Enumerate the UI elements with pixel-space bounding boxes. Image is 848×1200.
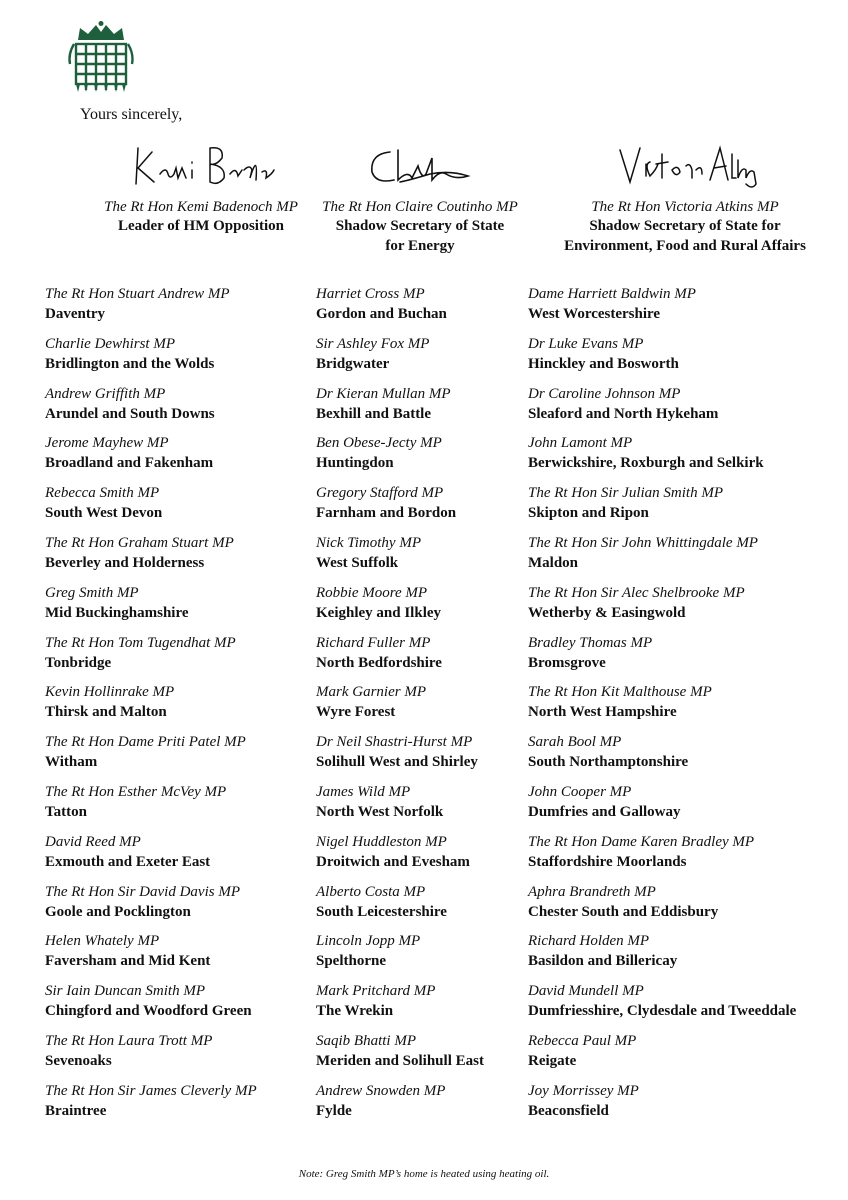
mp-name: Gregory Stafford MP xyxy=(316,485,444,502)
mp-entry xyxy=(45,385,257,435)
mp-entry xyxy=(528,883,796,933)
mp-name: Ben Obese-Jecty MP xyxy=(316,435,442,452)
mp-name: John Lamont MP xyxy=(528,435,633,452)
mp-name: Joy Morrissey MP xyxy=(528,1082,639,1099)
mp-entry xyxy=(528,1032,796,1082)
mp-name: Greg Smith MP xyxy=(45,584,139,601)
mp-constituency: Arundel and South Downs xyxy=(45,405,215,422)
mp-entry xyxy=(316,883,484,933)
mp-constituency: Sleaford and North Hykeham xyxy=(528,405,719,422)
mp-entry xyxy=(316,385,484,435)
mp-constituency: Gordon and Buchan xyxy=(316,306,447,322)
mp-constituency: Spelthorne xyxy=(316,953,387,970)
signature-badenoch xyxy=(126,140,276,192)
mp-constituency: Goole and Pocklington xyxy=(45,903,191,920)
signatory-name: The Rt Hon Kemi Badenoch MP xyxy=(104,199,298,215)
mp-entry xyxy=(528,484,796,534)
mp-entry xyxy=(45,833,257,883)
mp-constituency: Mid Buckinghamshire xyxy=(45,604,189,621)
mp-entry xyxy=(45,584,257,634)
mp-entry xyxy=(45,932,257,982)
mp-entry xyxy=(528,285,796,335)
mp-constituency: Basildon and Billericay xyxy=(528,953,678,970)
mp-constituency: Dumfries and Galloway xyxy=(528,803,681,820)
mp-entry xyxy=(316,335,484,385)
mp-entry xyxy=(528,932,796,982)
footnote: Note: Greg Smith MP’s home is heated using heating oil. xyxy=(298,1168,550,1180)
mp-name: Andrew Griffith MP xyxy=(45,385,166,402)
mp-entry xyxy=(528,534,796,584)
mp-entry xyxy=(316,1082,484,1132)
mp-constituency: Beverley and Holderness xyxy=(45,554,205,571)
mp-name: Mark Pritchard MP xyxy=(316,983,436,1000)
signatory-role: Leader of HM Opposition xyxy=(118,218,284,234)
mp-name: The Rt Hon Sir Julian Smith MP xyxy=(528,485,723,502)
mp-entry xyxy=(528,982,796,1032)
mp-constituency: Droitwich and Evesham xyxy=(316,853,470,870)
mp-name: The Rt Hon Kit Malthouse MP xyxy=(528,684,712,701)
mp-entry xyxy=(316,982,484,1032)
mp-entry xyxy=(316,285,484,335)
mp-name: Lincoln Jopp MP xyxy=(316,933,421,950)
mp-constituency: Broadland and Fakenham xyxy=(45,455,214,472)
mp-name: Sarah Bool MP xyxy=(528,734,622,751)
mp-constituency: Keighley and Ilkley xyxy=(316,604,442,621)
mp-entry xyxy=(45,534,257,584)
mp-entry xyxy=(528,634,796,684)
mp-entry xyxy=(45,335,257,385)
mp-constituency: West Suffolk xyxy=(316,554,399,571)
mp-constituency: Braintree xyxy=(45,1102,107,1119)
signatory-coutinho xyxy=(300,140,540,256)
mp-name: Nick Timothy MP xyxy=(316,534,421,551)
mp-name: Kevin Hollinrake MP xyxy=(45,684,175,701)
mp-entry xyxy=(316,683,484,733)
mp-entry xyxy=(528,385,796,435)
mp-name: The Rt Hon Graham Stuart MP xyxy=(45,534,234,551)
mp-entry xyxy=(316,434,484,484)
mp-name: Dr Caroline Johnson MP xyxy=(528,385,681,402)
mp-constituency: Huntingdon xyxy=(316,455,394,472)
portcullis-logo xyxy=(66,20,136,94)
mp-constituency: Exmouth and Exeter East xyxy=(45,853,211,870)
mp-constituency: Wetherby & Easingwold xyxy=(528,604,686,621)
mp-name: Andrew Snowden MP xyxy=(316,1082,446,1099)
mp-name: The Rt Hon Sir James Cleverly MP xyxy=(45,1082,257,1099)
mp-name: Harriet Cross MP xyxy=(316,286,425,302)
mp-entry xyxy=(316,833,484,883)
mp-name: John Cooper MP xyxy=(528,783,632,800)
mp-column-right xyxy=(528,285,796,1132)
mp-constituency: Berwickshire, Roxburgh and Selkirk xyxy=(528,455,764,472)
mp-entry xyxy=(45,982,257,1032)
mp-entry xyxy=(45,634,257,684)
mp-constituency: Bexhill and Battle xyxy=(316,405,432,422)
signatory-atkins xyxy=(535,140,835,256)
mp-entry xyxy=(528,335,796,385)
mp-column-left xyxy=(45,285,257,1132)
mp-constituency: Reigate xyxy=(528,1052,577,1069)
mp-name: The Rt Hon Sir Alec Shelbrooke MP xyxy=(528,584,745,601)
mp-entry xyxy=(45,484,257,534)
mp-constituency: Tonbridge xyxy=(45,654,112,671)
mp-entry xyxy=(316,534,484,584)
mp-name: David Reed MP xyxy=(45,833,141,850)
mp-constituency: The Wrekin xyxy=(316,1003,394,1020)
mp-constituency: Witham xyxy=(45,754,98,771)
mp-name: The Rt Hon Tom Tugendhat MP xyxy=(45,634,236,651)
mp-constituency: Daventry xyxy=(45,306,105,322)
mp-name: Sir Ashley Fox MP xyxy=(316,335,430,352)
mp-constituency: Dumfriesshire, Clydesdale and Tweeddale xyxy=(528,1003,797,1020)
mp-entry xyxy=(45,1032,257,1082)
mp-constituency: North West Norfolk xyxy=(316,803,444,820)
mp-entry xyxy=(316,484,484,534)
mp-name: Mark Garnier MP xyxy=(316,684,426,701)
mp-name: Richard Fuller MP xyxy=(316,634,431,651)
mp-name: Alberto Costa MP xyxy=(316,883,426,900)
mp-constituency: Beaconsfield xyxy=(528,1102,609,1119)
mp-entry xyxy=(45,783,257,833)
mp-constituency: South Leicestershire xyxy=(316,903,447,920)
mp-name: Richard Holden MP xyxy=(528,933,650,950)
mp-name: Bradley Thomas MP xyxy=(528,634,653,651)
mp-entry xyxy=(528,683,796,733)
mp-column-middle xyxy=(316,285,484,1132)
signatory-role: for Energy xyxy=(385,238,455,254)
mp-name: Robbie Moore MP xyxy=(316,584,428,601)
mp-name: The Rt Hon Esther McVey MP xyxy=(45,783,227,800)
mp-name: Jerome Mayhew MP xyxy=(45,435,169,452)
mp-name: The Rt Hon Laura Trott MP xyxy=(45,1032,213,1049)
mp-name: Nigel Huddleston MP xyxy=(316,833,447,850)
mp-entry xyxy=(528,1082,796,1132)
mp-constituency: South West Devon xyxy=(45,505,163,522)
mp-name: Dr Luke Evans MP xyxy=(528,335,644,352)
mp-entry xyxy=(45,434,257,484)
mp-constituency: Fylde xyxy=(316,1102,352,1119)
mp-name: Aphra Brandreth MP xyxy=(528,883,656,900)
mp-constituency: Sevenoaks xyxy=(45,1052,112,1069)
mp-name: Dr Neil Shastri-Hurst MP xyxy=(316,734,473,751)
mp-constituency: Faversham and Mid Kent xyxy=(45,953,211,970)
mp-constituency: Staffordshire Moorlands xyxy=(528,853,687,870)
mp-entry xyxy=(528,733,796,783)
mp-constituency: West Worcestershire xyxy=(528,306,661,322)
mp-constituency: Farnham and Bordon xyxy=(316,505,457,522)
mp-constituency: Bromsgrove xyxy=(528,654,606,671)
mp-name: The Rt Hon Stuart Andrew MP xyxy=(45,286,230,302)
mp-constituency: Meriden and Solihull East xyxy=(316,1052,484,1069)
mp-constituency: Bridlington and the Wolds xyxy=(45,355,215,372)
mp-entry xyxy=(45,733,257,783)
mp-entry xyxy=(528,584,796,634)
mp-name: Charlie Dewhirst MP xyxy=(45,335,175,352)
mp-name: Rebecca Paul MP xyxy=(528,1032,637,1049)
mp-constituency: Chingford and Woodford Green xyxy=(45,1003,252,1020)
mp-constituency: Solihull West and Shirley xyxy=(316,754,478,771)
mp-entry xyxy=(316,634,484,684)
mp-name: Rebecca Smith MP xyxy=(45,485,160,502)
signature-coutinho xyxy=(360,140,480,192)
mp-name: The Rt Hon Sir David Davis MP xyxy=(45,883,240,900)
mp-entry xyxy=(316,584,484,634)
mp-entry xyxy=(316,783,484,833)
mp-constituency: Tatton xyxy=(45,803,87,820)
mp-name: Dr Kieran Mullan MP xyxy=(316,385,451,402)
mp-entry xyxy=(316,733,484,783)
mp-name: Dame Harriett Baldwin MP xyxy=(528,286,696,302)
mp-name: David Mundell MP xyxy=(528,983,644,1000)
mp-name: James Wild MP xyxy=(316,783,411,800)
mp-entry xyxy=(316,1032,484,1082)
signatory-name: The Rt Hon Claire Coutinho MP xyxy=(322,199,518,215)
closing-salutation: Yours sincerely, xyxy=(80,106,183,123)
mp-name: The Rt Hon Dame Karen Bradley MP xyxy=(528,833,755,850)
mp-constituency: Thirsk and Malton xyxy=(45,704,167,721)
mp-entry xyxy=(528,833,796,883)
mp-name: The Rt Hon Sir John Whittingdale MP xyxy=(528,534,758,551)
mp-constituency: South Northamptonshire xyxy=(528,754,689,771)
signature-atkins xyxy=(610,140,760,192)
mp-name: Helen Whately MP xyxy=(45,933,160,950)
signatory-role: Environment, Food and Rural Affairs xyxy=(564,238,806,254)
mp-constituency: North West Hampshire xyxy=(528,704,677,721)
mp-constituency: Maldon xyxy=(528,554,579,571)
mp-entry xyxy=(45,285,257,335)
mp-name: Saqib Bhatti MP xyxy=(316,1032,416,1049)
signatory-name: The Rt Hon Victoria Atkins MP xyxy=(591,199,779,215)
mp-entry xyxy=(45,1082,257,1132)
mp-entry xyxy=(528,783,796,833)
mp-constituency: Skipton and Ripon xyxy=(528,505,649,522)
mp-constituency: Hinckley and Bosworth xyxy=(528,355,679,372)
mp-constituency: Bridgwater xyxy=(316,355,390,372)
mp-entry xyxy=(45,683,257,733)
signatory-role: Shadow Secretary of State for xyxy=(589,218,781,234)
mp-entry xyxy=(316,932,484,982)
mp-constituency: North Bedfordshire xyxy=(316,654,442,671)
mp-entry xyxy=(45,883,257,933)
signatory-role: Shadow Secretary of State xyxy=(335,218,505,234)
mp-constituency: Chester South and Eddisbury xyxy=(528,903,719,920)
mp-entry xyxy=(528,434,796,484)
mp-name: The Rt Hon Dame Priti Patel MP xyxy=(45,734,246,751)
mp-constituency: Wyre Forest xyxy=(316,704,396,721)
mp-name: Sir Iain Duncan Smith MP xyxy=(45,983,205,1000)
